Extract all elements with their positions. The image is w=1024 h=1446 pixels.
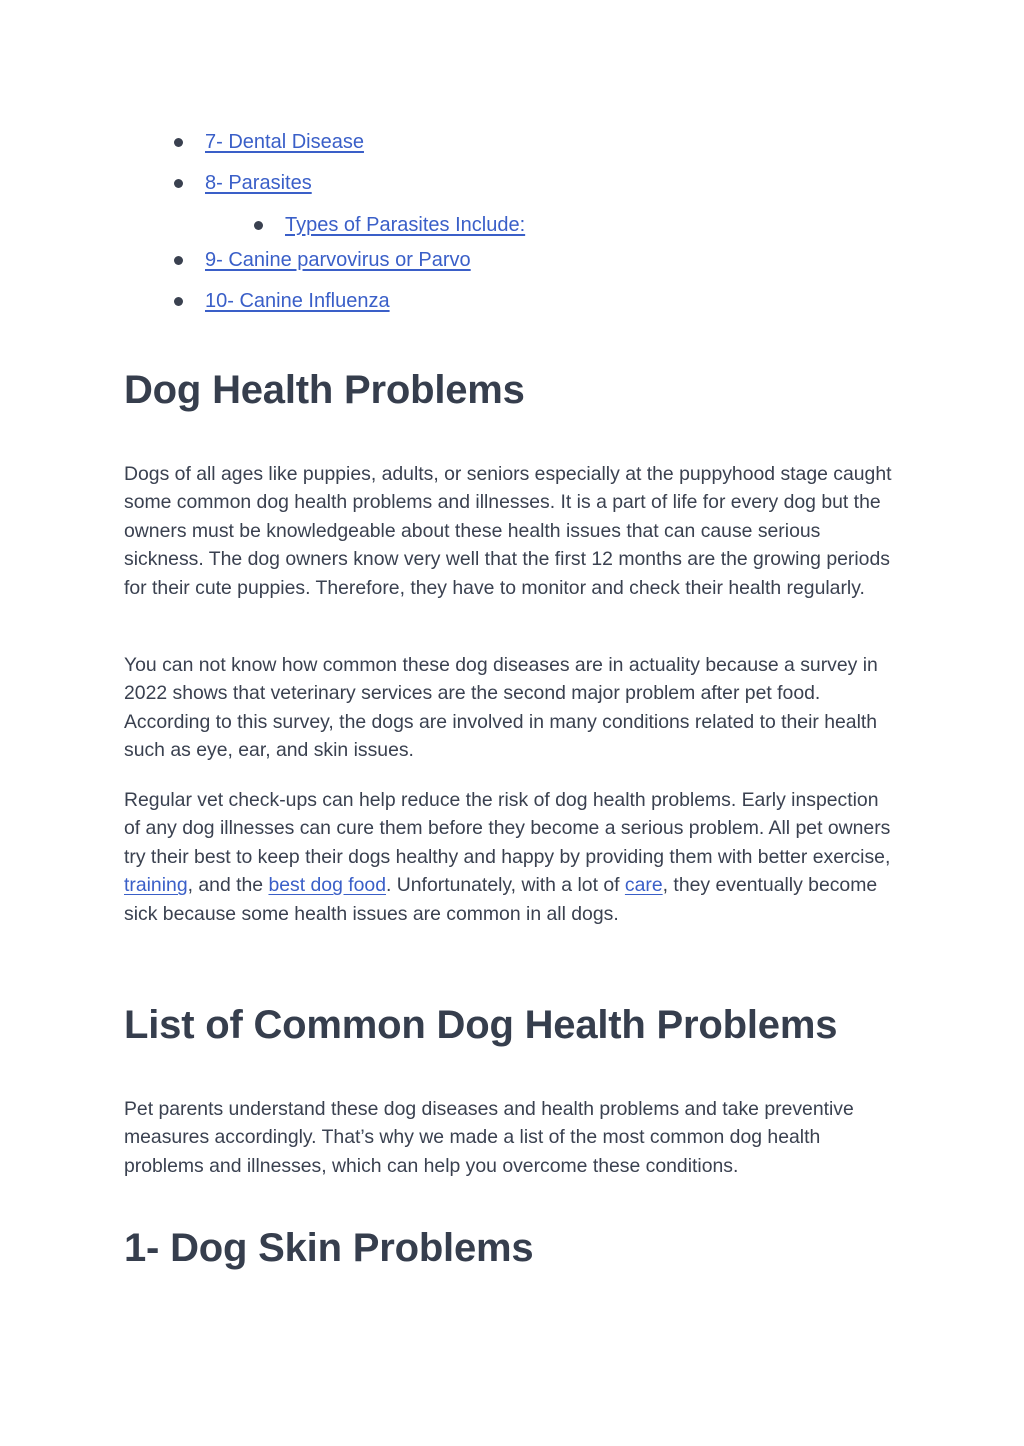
paragraph-survey: You can not know how common these dog diseases are in actuality because a survey in 2022 shows that veterinary services are the second major problem after pet food. According to this survey, the dogs are involved in many conditions related to their health such as eye, ear, and skin issues.: [124, 654, 878, 762]
paragraph-text: , they eventually become sick because some health issues are common in all dogs.: [124, 874, 878, 925]
bullet-icon: [174, 179, 183, 188]
toc-item-canine-parvovirus: [174, 246, 471, 274]
link-best-dog-food[interactable]: best dog food: [268, 874, 386, 897]
paragraph-text: Regular vet check-ups can help reduce the risk of dog health problems. Early inspection of any dog illnesses can cure them before they become a serious problem. All pet owners try their best to keep their dogs healthy and happy by providing them with better exercise,: [124, 789, 891, 868]
paragraph-vet-checkups: [124, 786, 900, 928]
link-training[interactable]: training: [124, 874, 188, 897]
bullet-icon: [254, 221, 263, 230]
bullet-icon: [174, 297, 183, 306]
toc-link-types-of-parasites[interactable]: Types of Parasites Include:: [285, 214, 526, 236]
toc-item-types-of-parasites: [254, 211, 525, 239]
bullet-icon: [174, 138, 183, 147]
paragraph-text: . Unfortunately, with a lot of: [386, 874, 625, 897]
bullet-icon: [174, 256, 183, 265]
paragraph-list-intro: Pet parents understand these dog diseases and health problems and take preventive measures accordingly. That’s why we made a list of the most common dog health problems and illnesses, which can help you overcome these conditions.: [124, 1098, 854, 1177]
heading-dog-health-problems: Dog Health Problems: [124, 368, 525, 412]
paragraph-text: , and the: [187, 874, 269, 897]
toc-link-canine-influenza[interactable]: 10- Canine Influenza: [205, 290, 390, 312]
toc-item-canine-influenza: [174, 287, 390, 315]
toc-link-canine-parvovirus[interactable]: 9- Canine parvovirus or Parvo: [205, 249, 471, 271]
paragraph-intro: Dogs of all ages like puppies, adults, or seniors especially at the puppyhood stage caught some common dog health problems and illnesses. It is a part of life for every dog but the owners must be knowledgeable about these health issues that can cause serious sickness. The dog owners know very well that the first 12 months are the growing periods for their cute puppies. Therefore, they have to monitor and check their health regularly.: [124, 463, 892, 599]
link-care[interactable]: care: [624, 874, 663, 897]
heading-list-common-problems: List of Common Dog Health Problems: [124, 1003, 838, 1047]
toc-link-dental-disease[interactable]: 7- Dental Disease: [205, 131, 364, 153]
toc-item-parasites: [174, 169, 312, 197]
toc-item-dental-disease: [174, 128, 364, 156]
toc-link-parasites[interactable]: 8- Parasites: [205, 172, 312, 194]
heading-skin-problems: 1- Dog Skin Problems: [124, 1226, 534, 1270]
